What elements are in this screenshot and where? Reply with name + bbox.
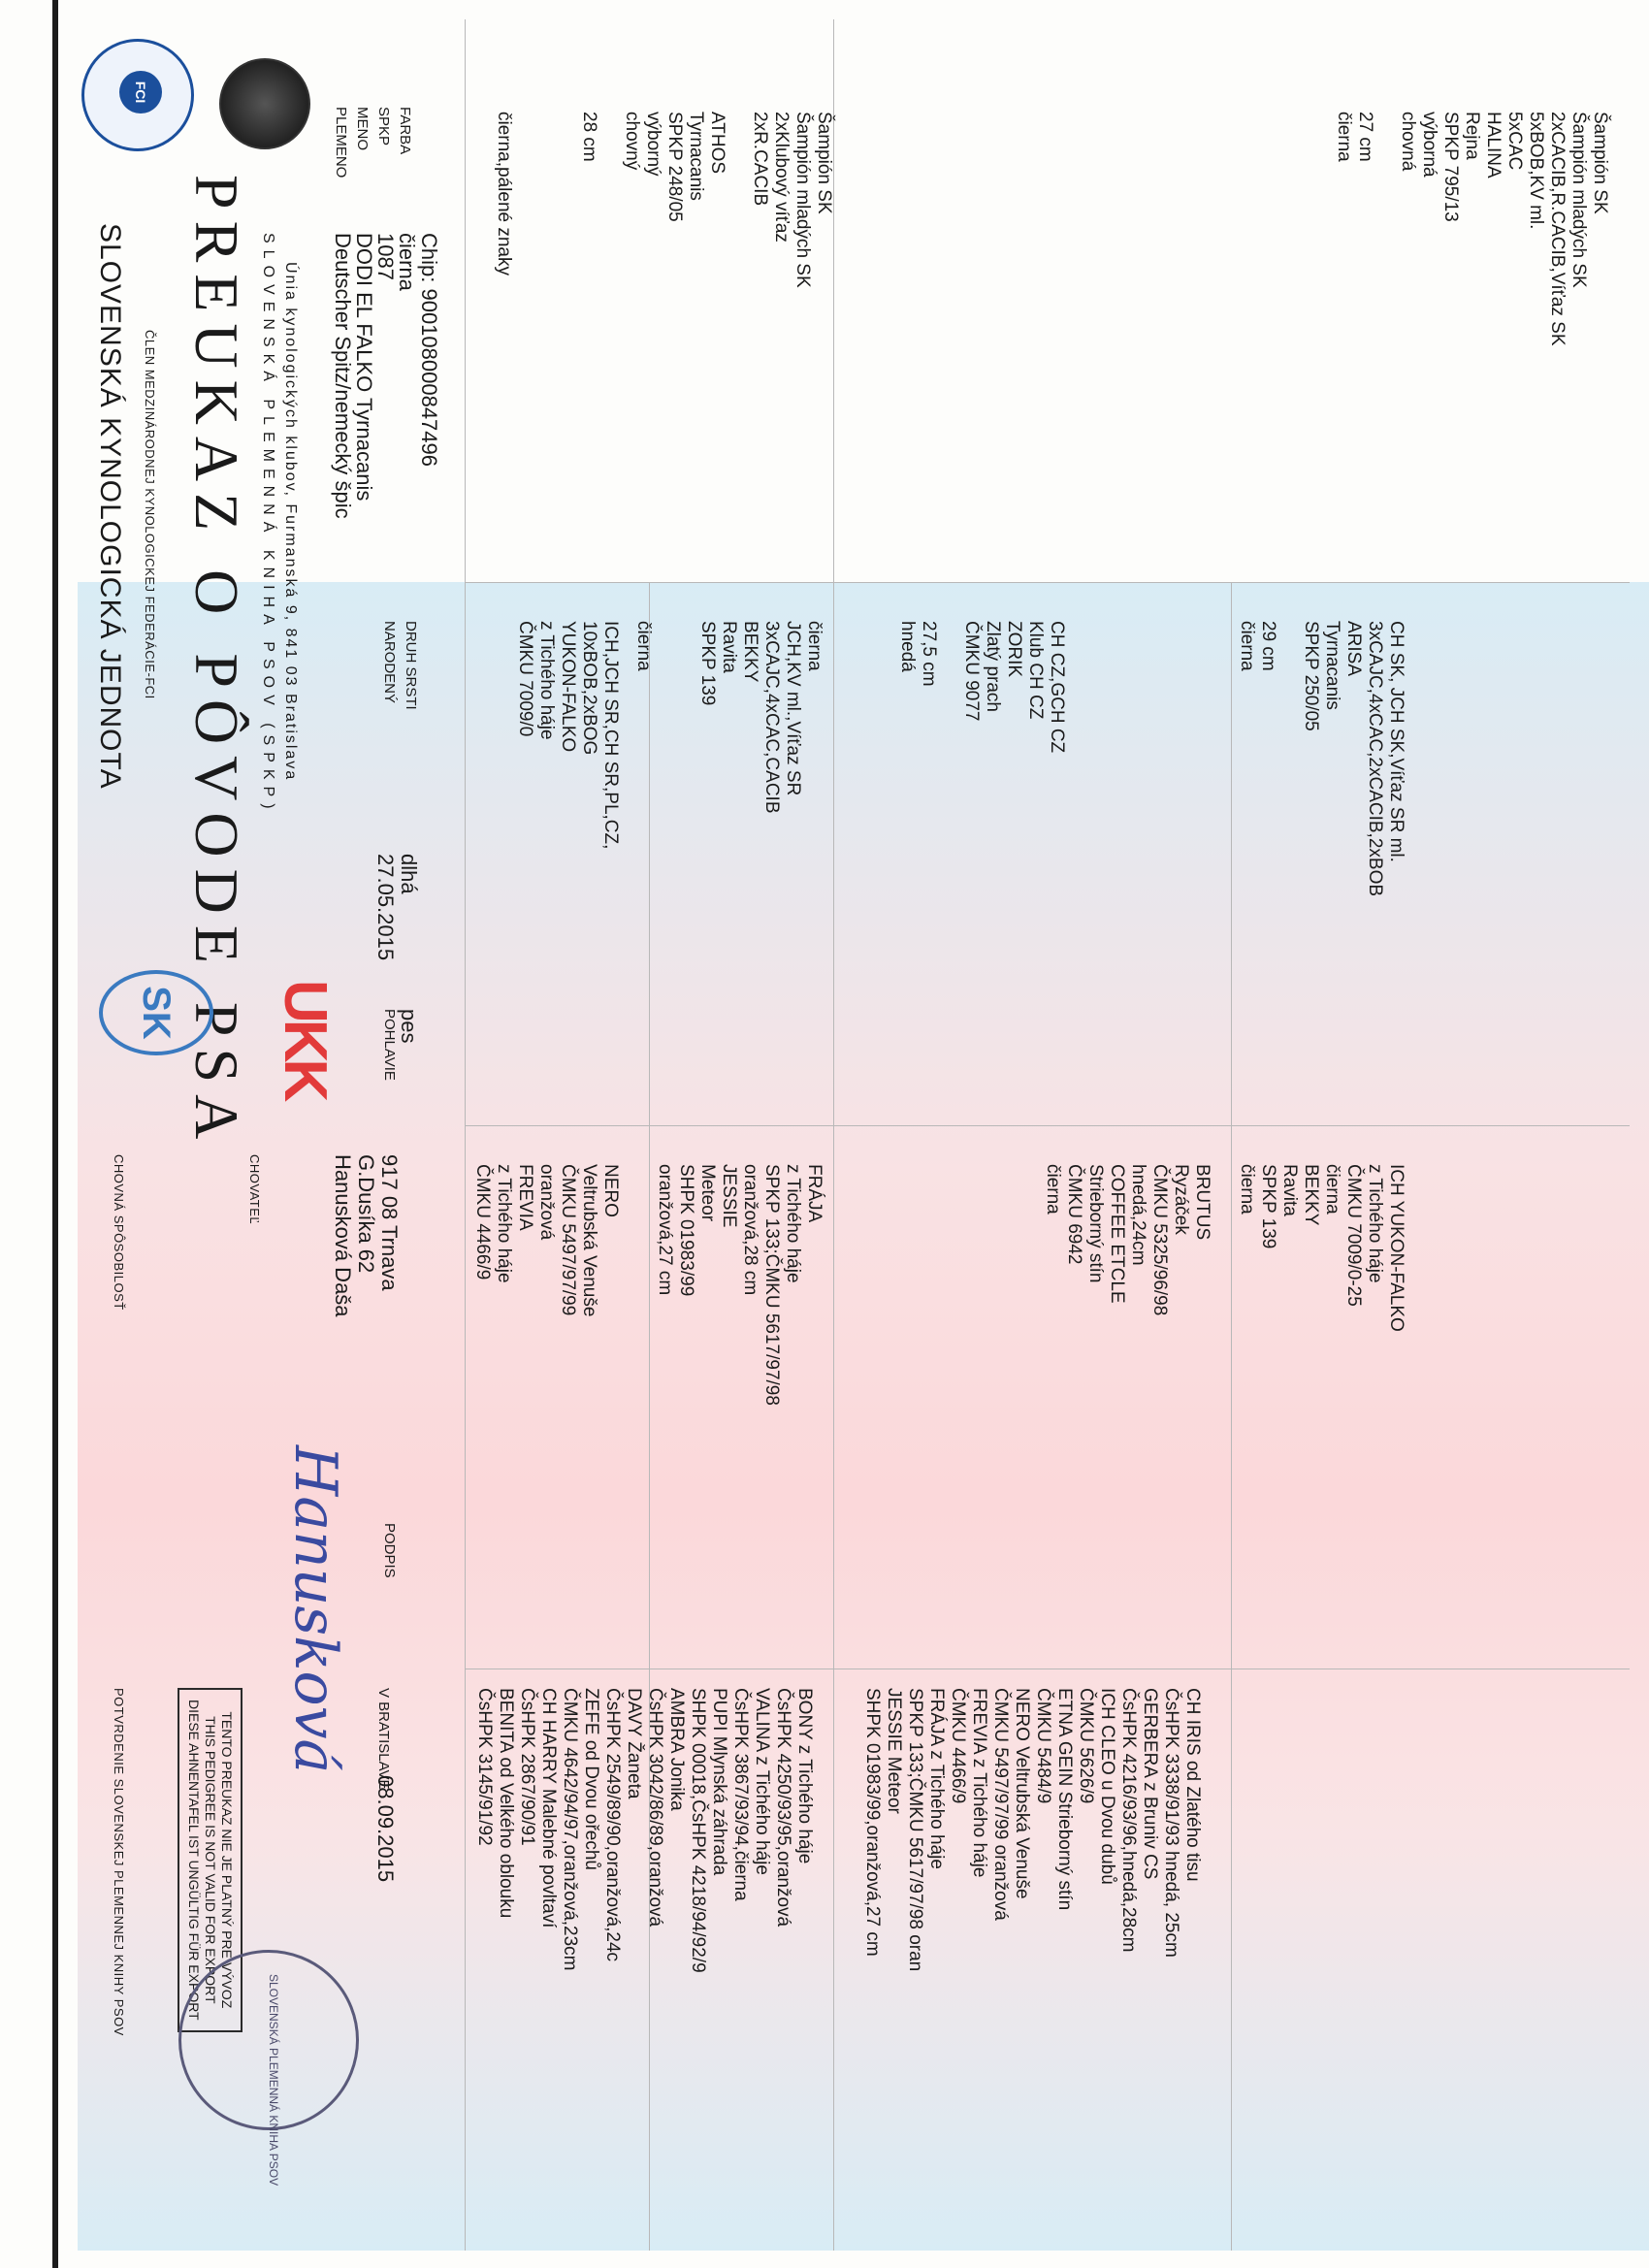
row-divider-m — [1231, 582, 1232, 2251]
breeder-name: Hanusková Daša — [331, 1154, 355, 1317]
ff-cell: ICH,JCH SR,CH SR,PL,CZ, 10xBOB,2xBOG YUKON-FALKO z Tichého háje ČMKU 7009/0 — [515, 621, 621, 850]
farba-label: FARBA — [397, 107, 413, 155]
registry-address: Únia kynologických klubov, Furmanská 9, 841 03 Bratislava — [282, 262, 299, 782]
chip-value: Chip: 900108000847496 — [417, 233, 441, 468]
plemeno-value: Deutscher Spitz/nemecký špic — [331, 233, 355, 519]
skj-logo-icon: SK — [99, 970, 213, 1055]
row-divider — [833, 19, 834, 2251]
podpis-label: PODPIS — [381, 1523, 398, 1578]
breeder-street: G.Dusíka 62 — [354, 1154, 378, 1274]
pohlavie-value: pes — [397, 1009, 421, 1044]
narodeny-value: 27.05.2015 — [373, 854, 398, 961]
spkp-label: SPKP — [375, 107, 392, 146]
farba-value: čierna — [395, 233, 419, 291]
chovatel-label: CHOVATEĽ — [247, 1154, 262, 1225]
document-title: PREUKAZ O PÔVODE PSA — [182, 175, 251, 1151]
breeder-signature: Hanusková — [281, 1445, 349, 1774]
spkp-value: 1087 — [373, 233, 398, 280]
export-line-2: THIS PEDIGREE IS NOT VALID FOR EXPORT — [203, 1716, 218, 2004]
registry-name: SLOVENSKÁ PLEMENNÁ KNIHA PSOV (SPKP) — [260, 233, 276, 816]
gen4-mother-cell: CH IRIS od Zlatého tisu ČsHPK 3338/91/93 hnedá, 25cm GERBERA z Bruniv CS ČsHPK 4216/93/96,hnedá,28cm ICH CLEO u Dvou dubů ČMKU 5626/9 ETNA GEIN Strieborný stín ČMKU 5484/9 NERO Veltrubská Venuše ČMKU 5497/97/99 oranžová FREVIA z Tichého háje ČMKU 4466/9 FRÁJA z Tichého háje SPKP 133;ČMKU 5617/97/98 oran JESSIE Meteor SHPK 01983/99,oranžová,27 cm — [862, 1688, 1203, 1972]
stamp-text: SLOVENSKÁ PLEMENNÁ KNIHA PSOV — [267, 1974, 280, 2187]
top-border-line — [52, 0, 58, 2268]
header-divider — [465, 19, 466, 2251]
org-name: SLOVENSKÁ KYNOLOGICKÁ JEDNOTA — [94, 223, 126, 790]
mm-cell: CH SK, JCH SK,Víťaz SR ml. 3xCAJC,4xCAC,2xCACIB,2xBOB ARISA Tyrnacanis SPKP 250/05 29 cm čierna — [1237, 621, 1406, 897]
mff-cell: BRUTUS Ryzáček ČMKU 5325/96/98 hnedá,24cm COFFEE ETCLE Strieborný stín ČMKU 6942 čierna — [1043, 1164, 1212, 1316]
plemeno-label: PLEMENO — [333, 107, 349, 178]
mf-cell: CH CZ,GCH CZ Klub CH CZ ZORIK Zlatý prach ČMKU 9077 27,5 cm hnedá — [897, 621, 1067, 754]
export-line-1: TENTO PREUKAZ NIE JE PLATNÝ PRE VÝVOZ — [219, 1711, 235, 2009]
gen-divider-2 — [466, 1125, 1630, 1126]
ukk-logo-icon: UKK — [272, 980, 339, 1099]
potvrdenie-label: POTVRDENIE SLOVENSKEJ PLEMENNEJ KNIHY PSOV — [112, 1688, 126, 2036]
gen4-father-cell: BONY z Tichého háje ČsHPK 4250/93/95,oranžová VALINA z Tichého háje ČsHPK 3867/93/94,čierna PUPI Mlynská záhrada SHPK 00018,ČsHPK 4218/94/92/9 AMBRA Jonika ČsHPK 3042/86/89,oranžová DAVY Žaneta ČsHPK 2549/89/90,oranžová,24c ZEFE od Dvou ořechů ČMKU 4642/94/97,oranžová,23cm CH HARRY Malebné povltaví ČsHPK 2867/90/91 BENITA od Velkého oblouku ČsHPK 3145/91/92 — [474, 1688, 815, 1973]
v-bratislave-label: V BRATISLAVE — [375, 1688, 392, 1790]
export-line-3: DIESE AHNENTAFEL IST UNGÜLTIG FÜR EXPORT — [186, 1700, 202, 2021]
mfm-cell: ICH YUKON-FALKO z Tichého háje ČMKU 7009/0-25 čierna BEKKY Ravita SPKP 139 čierna — [1237, 1164, 1406, 1332]
hologram-seal-icon — [219, 58, 310, 149]
breeder-city: 917 08 Trnava — [377, 1154, 402, 1291]
official-stamp-icon — [178, 1950, 359, 2187]
meno-value: DODI EL FALKO Tyrnacanis — [352, 233, 376, 502]
mother-cell: Šampión SK Šampión mladých SK 2xCACIB,R.CACIB,Víťaz SK 5xBOB,KV ml. 5xCAC HALINA Rejna SPKP 795/13 výborná chovná 27 cm čierna — [1334, 112, 1610, 346]
fff-cell: NERO Veltrubská Venuše ČMKU 5497/97/99 oranžová FREVIA z Tichého háje ČMKU 4466/9 — [472, 1164, 621, 1317]
meno-label: MENO — [354, 107, 371, 150]
fci-logo-text: FCI — [119, 71, 162, 113]
gen-divider-1 — [466, 582, 1630, 583]
father-cell: Šampión SK Šampión mladých SK 2xKlubový víťaz 2xR.CACIB ATHOS Tyrnacanis SPKP 248/05 výborný chovný 28 cm čierna,pálené znaky — [494, 112, 834, 288]
row-divider-f — [649, 582, 650, 2251]
v-bratislave-date: 08.09.2015 — [373, 1775, 398, 1883]
pohlavie-label: POHLAVIE — [381, 1009, 398, 1081]
fm-cell: čierna JCH,KV ml.,Víťaz SR 3xCAJC,4xCAC,CACIB BEKKY Ravita SPKP 139 čierna — [633, 621, 824, 814]
org-subtitle: ČLEN MEDZINÁRODNEJ KYNOLOGICKEJ FEDERÁCIE-FCI — [143, 330, 157, 699]
fci-logo-icon — [81, 39, 194, 151]
druh-label: DRUH SRSTI — [403, 621, 419, 710]
narodeny-label: NARODENÝ — [381, 621, 398, 704]
ffm-cell: FRÁJA z Tichého háje SPKP 133;ČMKU 5617/97/98 oranžová,28 cm JESSIE Meteor SHPK 01983/99 oranžová,27 cm — [655, 1164, 824, 1406]
druh-value: dlhá — [397, 854, 421, 894]
chovna-label: CHOVNÁ SPÔSOBILOSŤ — [112, 1154, 126, 1311]
